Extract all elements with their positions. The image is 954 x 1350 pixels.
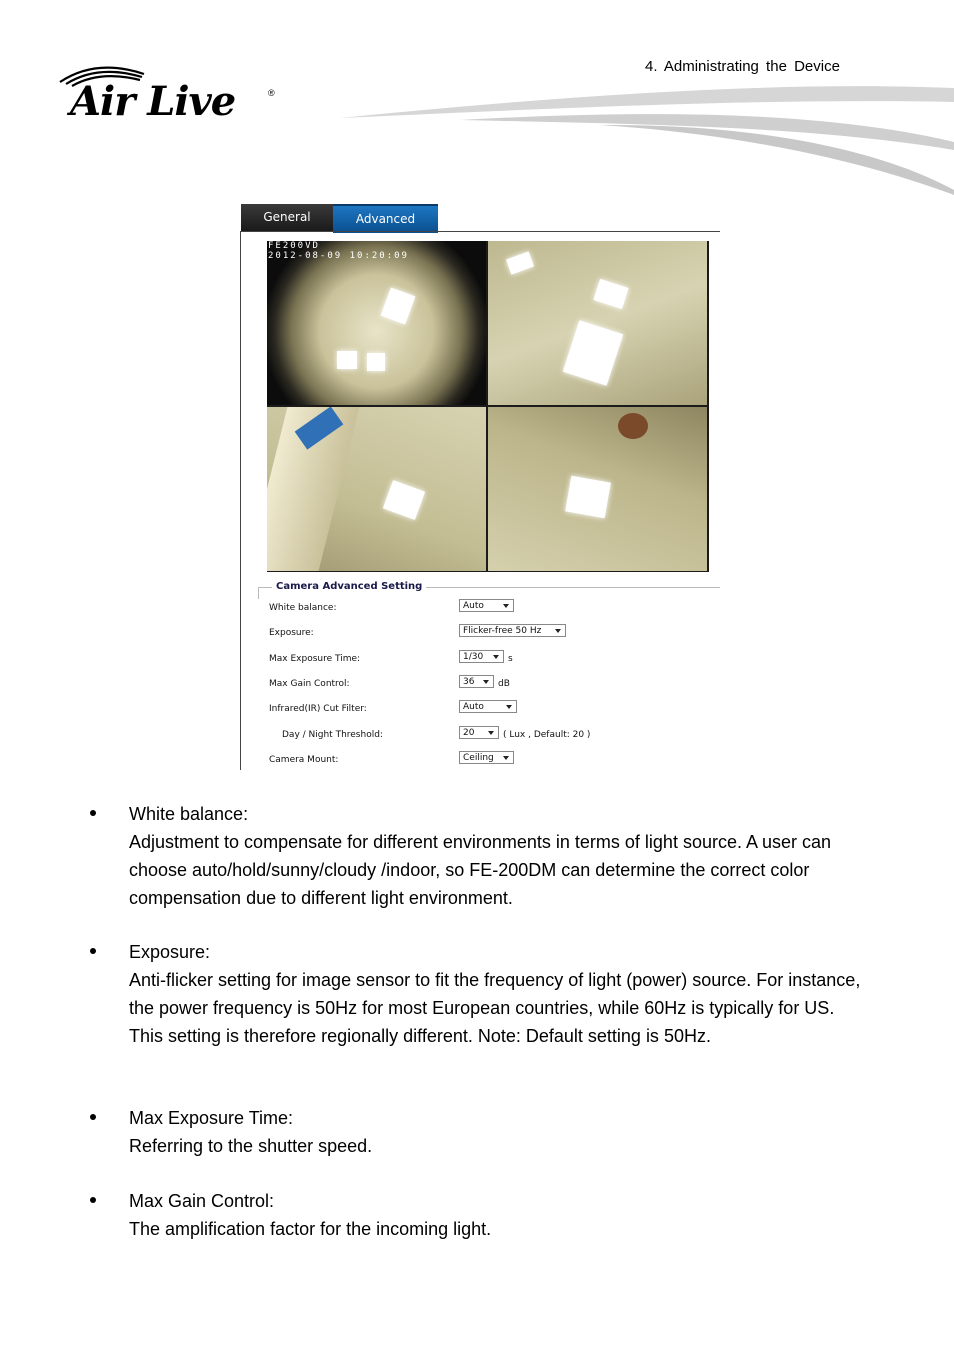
video-quad-fisheye bbox=[267, 241, 486, 405]
camera-settings-screenshot bbox=[240, 204, 720, 770]
tab-bar bbox=[240, 204, 720, 231]
bullet-title: White balance: bbox=[129, 804, 249, 824]
max-gain-control-unit: dB bbox=[498, 679, 510, 689]
osd-timestamp: 2012-08-09 10:20:09 bbox=[268, 251, 409, 261]
ceiling-light bbox=[565, 476, 611, 518]
ceiling-light bbox=[367, 353, 385, 371]
ceiling-light bbox=[383, 480, 425, 520]
exposure-value: Flicker-free 50 Hz bbox=[463, 626, 542, 636]
max-gain-control-select[interactable] bbox=[459, 675, 494, 688]
chapter-header: 4. Administrating the Device bbox=[645, 58, 840, 75]
white-balance-value: Auto bbox=[463, 601, 484, 611]
bullet-description: Referring to the shutter speed. bbox=[129, 1136, 373, 1156]
section-legend: Camera Advanced Setting bbox=[272, 581, 426, 592]
osd-camera-name: FE200VD bbox=[268, 241, 320, 251]
max-exposure-time-unit: s bbox=[508, 654, 513, 664]
max-exposure-time-label: Max Exposure Time: bbox=[269, 654, 361, 664]
live-video-view bbox=[267, 241, 709, 572]
camera-mount-value: Ceiling bbox=[463, 753, 494, 763]
day-night-threshold-hint: ( Lux , Default: 20 ) bbox=[503, 730, 591, 740]
video-quad-4 bbox=[488, 407, 707, 571]
header-swoosh-icon bbox=[340, 80, 954, 195]
video-quad-2 bbox=[488, 241, 707, 405]
ceiling-light bbox=[593, 279, 628, 309]
bullet-description: The amplification factor for the incoming light. bbox=[129, 1219, 492, 1239]
bullet-description: Anti-flicker setting for image sensor to fit the frequency of light (power) source. For instance, the power frequency is 50Hz for most European countries, while 60Hz is typically for US. This setting is therefore regionally different. Note: Default setting is 50Hz. bbox=[129, 970, 861, 1046]
chevron-down-icon bbox=[483, 680, 489, 684]
chevron-down-icon bbox=[555, 629, 561, 633]
ceiling-light bbox=[563, 320, 623, 386]
chevron-down-icon bbox=[506, 705, 512, 709]
bullet-title: Exposure: bbox=[129, 942, 211, 962]
section-border-left bbox=[258, 587, 259, 599]
person-head bbox=[618, 413, 648, 439]
panel-left-border bbox=[240, 232, 241, 770]
video-quad-3 bbox=[267, 407, 486, 571]
bullet-title: Max Exposure Time: bbox=[129, 1108, 294, 1128]
ir-cut-filter-select[interactable] bbox=[459, 700, 517, 713]
exposure-label: Exposure: bbox=[269, 628, 314, 638]
max-exposure-time-select[interactable] bbox=[459, 650, 504, 663]
white-balance-label: White balance: bbox=[269, 603, 337, 613]
airlive-logo bbox=[56, 60, 286, 130]
max-gain-control-label: Max Gain Control: bbox=[269, 679, 350, 689]
bullet-icon bbox=[90, 1197, 96, 1203]
tab-general[interactable]: General bbox=[241, 204, 333, 231]
ir-cut-filter-label: Infrared(IR) Cut Filter: bbox=[269, 704, 367, 714]
max-exposure-time-value: 1/30 bbox=[463, 652, 484, 662]
camera-mount-select[interactable] bbox=[459, 751, 514, 764]
video-osd bbox=[268, 241, 409, 261]
chevron-down-icon bbox=[503, 604, 509, 608]
logo-registered: ® bbox=[268, 88, 275, 98]
exposure-select[interactable] bbox=[459, 624, 566, 637]
chevron-down-icon bbox=[503, 756, 509, 760]
white-balance-select[interactable] bbox=[459, 599, 514, 612]
chevron-down-icon bbox=[488, 731, 494, 735]
bullet-icon bbox=[90, 948, 96, 954]
chevron-down-icon bbox=[493, 655, 499, 659]
ceiling-light bbox=[337, 351, 357, 369]
bullet-description: Adjustment to compensate for different environments in terms of light source. A user can choose auto/hold/sunny/cloudy /indoor, so FE-200DM can determine the correct color compensation due to different light environment. bbox=[129, 832, 832, 908]
ir-cut-filter-value: Auto bbox=[463, 702, 484, 712]
bullet-icon bbox=[90, 1114, 96, 1120]
day-night-threshold-label: Day / Night Threshold: bbox=[282, 730, 383, 740]
tab-advanced[interactable]: Advanced bbox=[333, 204, 438, 233]
logo-wordmark: Air Live bbox=[70, 78, 236, 125]
bullet-icon bbox=[90, 810, 96, 816]
camera-mount-label: Camera Mount: bbox=[269, 755, 339, 765]
ceiling-light bbox=[381, 287, 416, 324]
day-night-threshold-value: 20 bbox=[463, 728, 475, 738]
ceiling-light bbox=[506, 251, 534, 274]
bullet-title: Max Gain Control: bbox=[129, 1191, 275, 1211]
tab-divider bbox=[240, 231, 720, 232]
day-night-threshold-select[interactable] bbox=[459, 726, 499, 739]
max-gain-control-value: 36 bbox=[463, 677, 475, 687]
